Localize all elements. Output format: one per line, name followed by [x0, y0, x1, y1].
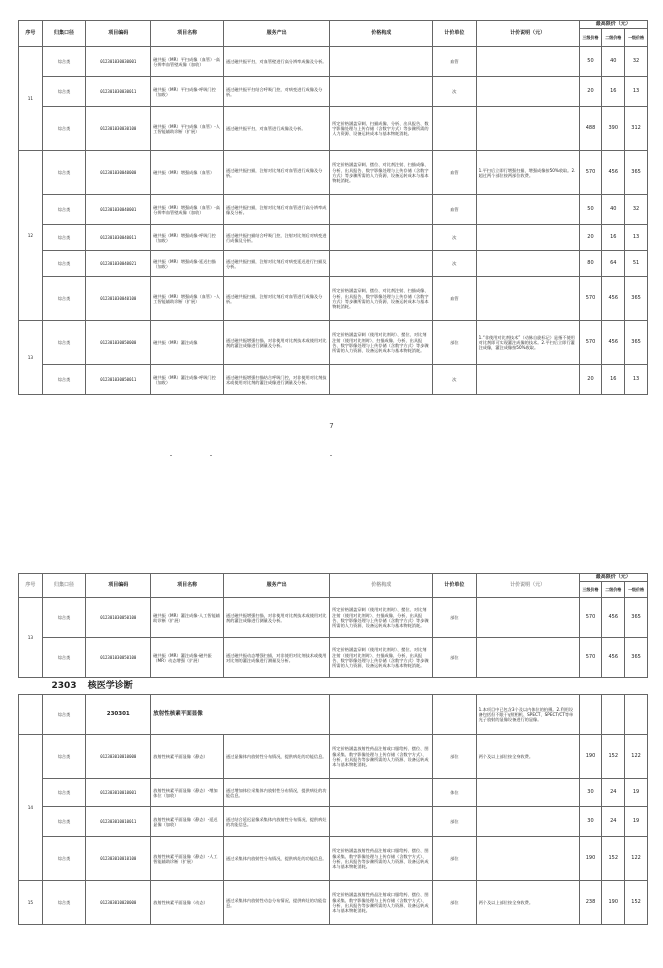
row-unit: 部位 — [433, 837, 476, 881]
row-price-level3: 30 — [579, 807, 602, 837]
section-title: 核医学诊断 — [86, 678, 224, 695]
header-seq: 序号 — [19, 574, 43, 598]
row-output: 通过磁共振扫描，注射对比剂后对病变延迟进行扫描及分析。 — [223, 251, 329, 277]
header-level1: 一级价格 — [625, 29, 648, 47]
row-output: 通过磁共振扫描，注射对比剂后对血管进行成像及分析。 — [223, 151, 329, 195]
header-category: 归集口径 — [42, 21, 85, 47]
row-price-level1: 312 — [625, 107, 648, 151]
row-name: 磁共振（MR）平扫成像（血管）-高分辨率血管壁成像（加收） — [151, 47, 224, 77]
row-price-composition: 所定价格涵盖穿刺（使用对比剂时）、摆位、对比剂注射（使用对比剂时）、扫描成像、分析、出具报告、数字影像处理与上传存储（含数字方式）等步骤所需的人力资源、设备运转成本与基本物耗消耗。 — [330, 598, 433, 638]
row-code: 012303010020000 — [86, 881, 151, 925]
row-output: 通过采集体内放射性分布情况，提供病灶的功能信息。 — [223, 837, 329, 881]
row-code: 012303010010000 — [86, 735, 151, 779]
row-seq: 14 — [19, 735, 43, 881]
table-row — [19, 321, 648, 365]
table-row — [19, 195, 648, 225]
row-note — [476, 277, 579, 321]
header-output: 服务产出 — [223, 21, 329, 47]
row-category: 综合类 — [42, 881, 85, 925]
subsection-note: 1.本项目中已包含3个及以内体位的拍摄。2.利用设备包括但不限于γ照相机、SPECT、SPECT/CT等单光子放射的显像设备进行的显像。 — [476, 695, 579, 735]
row-price-composition — [330, 807, 433, 837]
row-price-level2: 456 — [602, 151, 625, 195]
row-unit: 次 — [433, 77, 476, 107]
row-unit: 体位 — [433, 779, 476, 807]
row-price-level2: 16 — [602, 77, 625, 107]
row-note — [476, 47, 579, 77]
row-price-level2: 190 — [602, 881, 625, 925]
row-price-composition: 所定价格涵盖穿刺（使用对比剂时）、摆位、对比剂注射（使用对比剂时）、扫描成像、分析、出具报告、数字影像处理与上传存储（含数字方式）等步骤所需的人力资源、设备运转成本与基本物耗消耗。 — [330, 321, 433, 365]
row-output: 通过磁共振扫描，注射对比剂后对血管进行高分辨率成像及分析。 — [223, 195, 329, 225]
table-row — [19, 77, 648, 107]
header-max-price: 最高限价（元） — [579, 574, 647, 582]
table-row — [19, 47, 648, 77]
row-price-level1: 13 — [625, 225, 648, 251]
row-price-level1: 365 — [625, 598, 648, 638]
header-level1: 一级价格 — [625, 582, 648, 598]
row-category: 综合类 — [42, 277, 85, 321]
row-price-level3: 30 — [579, 779, 602, 807]
scan-mark — [210, 455, 212, 456]
scan-mark — [170, 455, 172, 456]
row-unit: 血管 — [433, 277, 476, 321]
row-code: 012301030040021 — [86, 251, 151, 277]
subsection-row — [19, 695, 648, 735]
table-row — [19, 365, 648, 395]
row-price-level3: 238 — [579, 881, 602, 925]
row-category: 综合类 — [42, 47, 85, 77]
row-unit: 部位 — [433, 321, 476, 365]
row-price-level1: 122 — [625, 837, 648, 881]
row-price-level2: 64 — [602, 251, 625, 277]
row-price-level1: 365 — [625, 321, 648, 365]
row-price-level3: 570 — [579, 277, 602, 321]
row-price-composition — [330, 47, 433, 77]
row-price-composition: 所定价格涵盖穿刺、扫描成像、分析、出具报告、数字影像处理与上传存储（含数字方式）等步骤所需的人力资源、设备运转成本与基本物耗消耗。 — [330, 107, 433, 151]
row-seq: 13 — [19, 598, 43, 678]
row-price-level2: 40 — [602, 195, 625, 225]
row-price-level2: 24 — [602, 779, 625, 807]
header-price-composition: 价格构成 — [330, 21, 433, 47]
row-note: 1.平扫后立即行增强扫描，增强成像按50%收取。2.超过两个部位按两部位收费。 — [476, 151, 579, 195]
row-category: 综合类 — [42, 365, 85, 395]
table-row — [19, 225, 648, 251]
row-note — [476, 638, 579, 678]
row-seq: 12 — [19, 151, 43, 321]
row-category: 综合类 — [42, 77, 85, 107]
row-price-level1: 365 — [625, 151, 648, 195]
row-output: 通过磁共振扫描结合呼吸门控，注射对比剂后对病变进行成像及分析。 — [223, 225, 329, 251]
header-level3: 三级价格 — [579, 29, 602, 47]
row-category: 综合类 — [42, 807, 85, 837]
row-code: 012301030030011 — [86, 77, 151, 107]
row-price-composition — [330, 225, 433, 251]
row-output: 通过磁共振动态增强扫描，对非使用对比剂技术或使用对比剂的灌注成像进行测量及分析。 — [223, 638, 329, 678]
header-name: 项目名称 — [151, 574, 224, 598]
section-heading-row — [19, 678, 648, 695]
row-output: 通过磁共振平扫，对血管进行成像及分析。 — [223, 107, 329, 151]
header-category: 归集口径 — [42, 574, 85, 598]
row-price-level3: 20 — [579, 225, 602, 251]
header-level2: 二级价格 — [602, 582, 625, 598]
row-note — [476, 365, 579, 395]
row-name: 磁共振（MR）灌注成像 — [151, 321, 224, 365]
row-price-level2: 24 — [602, 807, 625, 837]
table-row — [19, 251, 648, 277]
row-code: 012303010010100 — [86, 837, 151, 881]
row-output: 通过结合延迟显像采集体内放射性分布情况，提供病灶的功能信息。 — [223, 807, 329, 837]
row-price-level1: 152 — [625, 881, 648, 925]
row-price-composition: 所定价格涵盖放射性药品注射或口服给药、摆位、图像采集、数字影像处理与上传存储（含数字方式）、分析、出具报告等步骤所需的人力资源、设备运转成本与基本物耗消耗。 — [330, 837, 433, 881]
row-name: 放射性核素平面显像（静态）-增加体位（加收） — [151, 779, 224, 807]
row-note — [476, 807, 579, 837]
row-price-composition: 所定价格涵盖穿刺、摆位、对比剂注射、扫描成像、分析、出具报告、数字影像处理与上传存储（含数字方式）等步骤所需的人力资源、设备运转成本与基本物耗消耗。 — [330, 277, 433, 321]
row-name: 磁共振（MR）灌注成像-磁共振（MR）动态增强（扩展） — [151, 638, 224, 678]
row-note — [476, 195, 579, 225]
table-row — [19, 638, 648, 678]
row-price-level1: 13 — [625, 77, 648, 107]
row-code: 012301030040100 — [86, 277, 151, 321]
header-code: 项目编码 — [86, 574, 151, 598]
row-price-level1: 122 — [625, 735, 648, 779]
header-price-composition: 价格构成 — [330, 574, 433, 598]
row-price-composition: 所定价格涵盖穿刺（使用对比剂时）、摆位、对比剂注射（使用对比剂时）、扫描成像、分析、出具报告、数字影像处理与上传存储（含数字方式）等步骤所需的人力资源、设备运转成本与基本物耗消耗。 — [330, 638, 433, 678]
row-price-level1: 19 — [625, 807, 648, 837]
row-seq: 13 — [19, 321, 43, 395]
row-output: 通过磁共振增强扫描，对非使用对比剂技术或使用对比剂的灌注成像进行测量及分析。 — [223, 321, 329, 365]
page-number: 7 — [329, 422, 334, 430]
row-code: 012303010010001 — [86, 779, 151, 807]
row-price-level1: 13 — [625, 365, 648, 395]
row-code: 012303010010011 — [86, 807, 151, 837]
header-output: 服务产出 — [223, 574, 329, 598]
row-seq: 15 — [19, 881, 43, 925]
row-code: 012301030050100 — [86, 598, 151, 638]
row-unit: 部位 — [433, 735, 476, 779]
row-price-composition — [330, 779, 433, 807]
row-price-level1: 19 — [625, 779, 648, 807]
table-row — [19, 807, 648, 837]
row-code: 012301030040000 — [86, 151, 151, 195]
row-price-level3: 190 — [579, 837, 602, 881]
row-price-level2: 390 — [602, 107, 625, 151]
row-name: 放射性核素平面显像（动态） — [151, 881, 224, 925]
row-price-composition: 所定价格涵盖放射性药品注射或口服给药、摆位、图像采集、数字影像处理与上传存储（含数字方式）、分析、出具报告等步骤所需的人力资源、设备运转成本与基本物耗消耗。 — [330, 881, 433, 925]
table-row — [19, 107, 648, 151]
row-price-level1: 51 — [625, 251, 648, 277]
subsection-category: 综合类 — [42, 695, 85, 735]
row-code: 012301030040011 — [86, 225, 151, 251]
row-note — [476, 837, 579, 881]
row-price-level1: 32 — [625, 47, 648, 77]
scan-mark — [330, 455, 332, 456]
section-code: 2303 — [42, 678, 85, 695]
row-note — [476, 598, 579, 638]
subsection-title: 放射性核素平面显像 — [151, 695, 330, 735]
row-price-level3: 570 — [579, 321, 602, 365]
row-price-composition: 所定价格涵盖放射性药品注射或口服给药、摆位、图像采集、数字影像处理与上传存储（含数字方式）、分析、出具报告等步骤所需的人力资源、设备运转成本与基本物耗消耗。 — [330, 735, 433, 779]
row-code: 012301030050000 — [86, 321, 151, 365]
row-code: 012301030050011 — [86, 365, 151, 395]
row-note: 1.“非使用对比剂技术”（动脉自旋标记）是指不使用对比剂即可实现灌注成像的技术。2.平扫后立即行灌注成像，灌注成像按50%收取。 — [476, 321, 579, 365]
table-row — [19, 598, 648, 638]
row-seq: 11 — [19, 47, 43, 151]
row-note: 两个及以上部位按全身收费。 — [476, 735, 579, 779]
subsection-code: 230301 — [86, 695, 151, 735]
row-price-level3: 20 — [579, 365, 602, 395]
row-note — [476, 107, 579, 151]
row-output: 通过采集体内放射性动态分布情况，提供病灶的功能信息。 — [223, 881, 329, 925]
row-price-level3: 190 — [579, 735, 602, 779]
row-unit: 部位 — [433, 638, 476, 678]
row-price-level2: 456 — [602, 638, 625, 678]
header-name: 项目名称 — [151, 21, 224, 47]
row-price-level2: 152 — [602, 735, 625, 779]
row-note: 两个及以上部位按全身收费。 — [476, 881, 579, 925]
row-name: 磁共振（MR）增强成像（血管） — [151, 151, 224, 195]
row-name: 磁共振（MR）灌注成像-呼吸门控（加收） — [151, 365, 224, 395]
row-note — [476, 779, 579, 807]
table-row — [19, 151, 648, 195]
row-price-level3: 80 — [579, 251, 602, 277]
table-row — [19, 735, 648, 779]
row-code: 012301030030001 — [86, 47, 151, 77]
row-code: 012301030030100 — [86, 107, 151, 151]
row-price-level3: 570 — [579, 598, 602, 638]
row-name: 磁共振（MR）增强成像-延迟扫描（加收） — [151, 251, 224, 277]
row-category: 综合类 — [42, 195, 85, 225]
row-price-composition: 所定价格涵盖穿刺、摆位、对比剂注射、扫描成像、分析、出具报告、数字影像处理与上传存储（含数字方式）等步骤所需的人力资源、设备运转成本与基本物耗消耗。 — [330, 151, 433, 195]
row-unit: 部位 — [433, 807, 476, 837]
row-unit: 次 — [433, 365, 476, 395]
row-price-level3: 488 — [579, 107, 602, 151]
row-price-composition — [330, 365, 433, 395]
price-table-page-7 — [18, 20, 648, 395]
table-row — [19, 837, 648, 881]
row-name: 放射性核素平面显像（静态）-延迟显像（加收） — [151, 807, 224, 837]
row-category: 综合类 — [42, 251, 85, 277]
row-unit: 部位 — [433, 881, 476, 925]
row-name: 磁共振（MR）增强成像-呼吸门控（加收） — [151, 225, 224, 251]
row-category: 综合类 — [42, 598, 85, 638]
row-price-composition — [330, 195, 433, 225]
row-price-level3: 50 — [579, 195, 602, 225]
table-row — [19, 881, 648, 925]
row-price-level2: 152 — [602, 837, 625, 881]
row-price-level2: 40 — [602, 47, 625, 77]
row-output: 通过显像体内放射性分布情况，提供病灶的功能信息。 — [223, 735, 329, 779]
header-unit: 计价单位 — [433, 21, 476, 47]
row-price-level2: 456 — [602, 277, 625, 321]
header-level3: 三级价格 — [579, 582, 602, 598]
row-name: 磁共振（MR）增强成像（血管）-人工智能辅助诊断（扩展） — [151, 277, 224, 321]
row-price-level2: 16 — [602, 365, 625, 395]
table-row — [19, 779, 648, 807]
row-unit: 部位 — [433, 598, 476, 638]
row-price-level3: 50 — [579, 47, 602, 77]
row-category: 综合类 — [42, 321, 85, 365]
row-price-level1: 365 — [625, 277, 648, 321]
header-unit: 计价单位 — [433, 574, 476, 598]
row-unit: 次 — [433, 251, 476, 277]
table-row — [19, 277, 648, 321]
row-name: 磁共振（MR）平扫成像（血管）-人工智能辅助诊断（扩展） — [151, 107, 224, 151]
row-name: 磁共振（MR）平扫成像-呼吸门控（加收） — [151, 77, 224, 107]
row-price-level3: 570 — [579, 151, 602, 195]
row-price-level3: 570 — [579, 638, 602, 678]
row-category: 综合类 — [42, 779, 85, 807]
row-unit: 次 — [433, 225, 476, 251]
row-note — [476, 251, 579, 277]
row-price-level1: 365 — [625, 638, 648, 678]
row-unit: 血管 — [433, 47, 476, 77]
header-code: 项目编码 — [86, 21, 151, 47]
row-name: 放射性核素平面显像（静态） — [151, 735, 224, 779]
row-price-level1: 32 — [625, 195, 648, 225]
row-code: 012301030040001 — [86, 195, 151, 225]
row-note — [476, 225, 579, 251]
row-price-level2: 16 — [602, 225, 625, 251]
row-output: 通过磁共振增强扫描结合呼吸门控，对非使用对比剂技术或使用对比剂的灌注成像进行测量及分析。 — [223, 365, 329, 395]
price-table-page-8 — [18, 573, 648, 925]
row-unit: 血管 — [433, 151, 476, 195]
row-price-composition — [330, 77, 433, 107]
header-note: 计价说明（元） — [476, 574, 579, 598]
header-max-price: 最高限价（元） — [579, 21, 647, 29]
row-category: 综合类 — [42, 638, 85, 678]
row-price-level3: 20 — [579, 77, 602, 107]
row-category: 综合类 — [42, 837, 85, 881]
row-price-level2: 456 — [602, 598, 625, 638]
row-output: 通过磁共振增强扫描，对非使用对比剂技术或使用对比剂的灌注成像进行测量及分析。 — [223, 598, 329, 638]
row-name: 放射性核素平面显像（静态）-人工智能辅助诊断（扩展） — [151, 837, 224, 881]
row-code: 012301030050100 — [86, 638, 151, 678]
row-unit: 血管 — [433, 195, 476, 225]
row-price-level2: 456 — [602, 321, 625, 365]
row-output: 通过磁共振平扫结合呼吸门控，对病变进行成像及分析。 — [223, 77, 329, 107]
header-level2: 二级价格 — [602, 29, 625, 47]
row-name: 磁共振（MR）增强成像（血管）-高分辨率血管壁成像（加收） — [151, 195, 224, 225]
header-seq: 序号 — [19, 21, 43, 47]
row-category: 综合类 — [42, 225, 85, 251]
row-name: 磁共振（MR）灌注成像-人工智能辅助诊断（扩展） — [151, 598, 224, 638]
row-unit — [433, 107, 476, 151]
row-output: 通过磁共振扫描，注射对比剂后对血管进行成像及分析。 — [223, 277, 329, 321]
row-price-composition — [330, 251, 433, 277]
row-note — [476, 77, 579, 107]
row-output: 通过增加体位采集体内放射性分布情况，提供病灶的功能信息。 — [223, 779, 329, 807]
row-output: 通过磁共振平扫，对血管壁进行高分辨率成像及分析。 — [223, 47, 329, 77]
row-category: 综合类 — [42, 151, 85, 195]
header-note: 计价说明（元） — [476, 21, 579, 47]
row-category: 综合类 — [42, 735, 85, 779]
row-category: 综合类 — [42, 107, 85, 151]
